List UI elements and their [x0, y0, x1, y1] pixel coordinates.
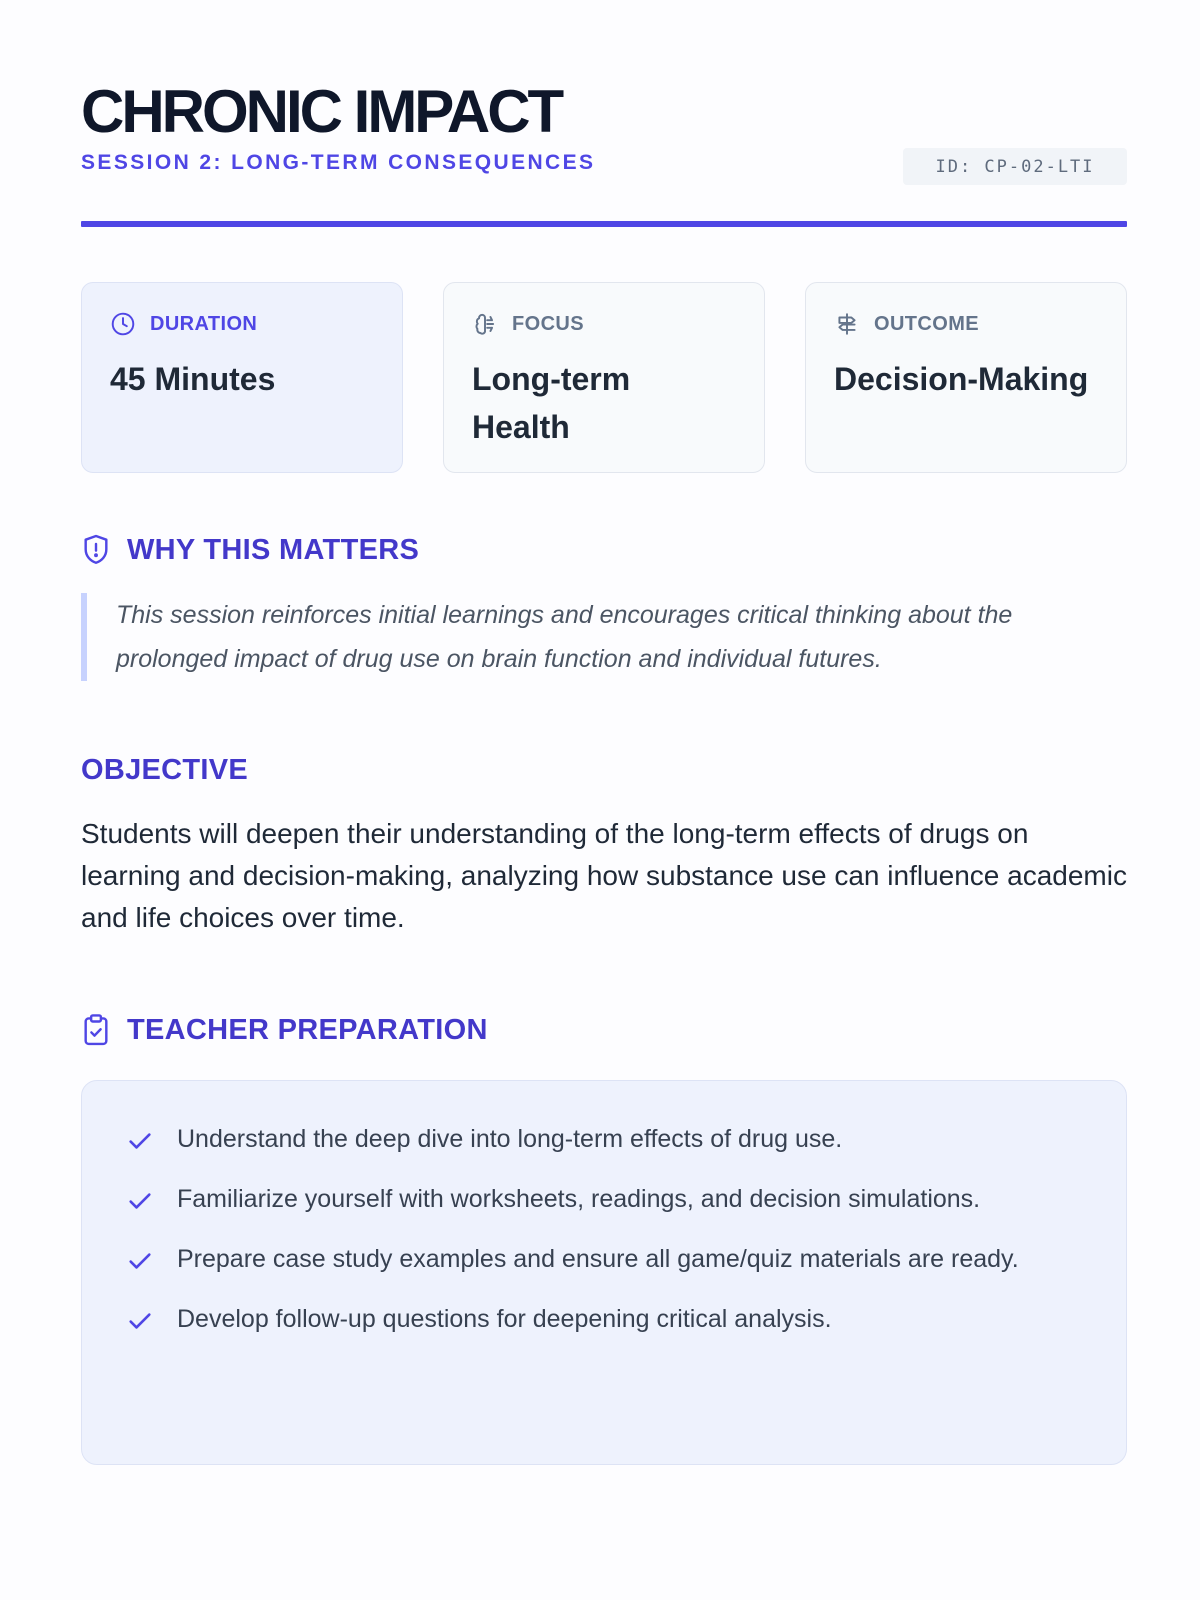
- header-divider: [81, 221, 1127, 227]
- session-subtitle: SESSION 2: LONG-TERM CONSEQUENCES: [81, 151, 596, 174]
- why-title: WHY THIS MATTERS: [127, 533, 420, 566]
- objective-title: OBJECTIVE: [81, 754, 249, 786]
- check-icon: [126, 1187, 154, 1215]
- list-item: [126, 1119, 1086, 1159]
- brain-icon: [472, 311, 498, 337]
- duration-card: [81, 282, 403, 473]
- header: [81, 0, 1127, 230]
- duration-value: 45 Minutes: [110, 361, 276, 397]
- focus-label: FOCUS: [512, 312, 584, 335]
- clipboard-check-icon: [81, 1013, 111, 1047]
- prep-item-text: Understand the deep dive into long-term effects of drug use.: [177, 1125, 843, 1153]
- why-section-header: [81, 533, 419, 567]
- why-quote: This session reinforces initial learnings and encourages critical thinking about the prolonged impact of drug use on brain function and individual futures.: [81, 593, 1127, 681]
- list-item: [126, 1299, 1086, 1339]
- prep-item-text: Prepare case study examples and ensure all game/quiz materials are ready.: [177, 1245, 1019, 1273]
- outcome-label: OUTCOME: [874, 312, 980, 335]
- check-icon: [126, 1307, 154, 1335]
- prep-title: TEACHER PREPARATION: [127, 1013, 488, 1046]
- session-id-badge: ID: CP-02-LTI: [903, 148, 1127, 185]
- check-icon: [126, 1127, 154, 1155]
- duration-label: DURATION: [150, 312, 258, 335]
- outcome-value: Decision-Making: [834, 361, 1089, 397]
- focus-card: [443, 282, 765, 473]
- prep-item-text: Develop follow-up questions for deepening critical analysis.: [177, 1305, 832, 1333]
- clock-icon: [110, 311, 136, 337]
- list-item: [126, 1239, 1086, 1279]
- session-page: [81, 0, 1127, 1333]
- objective-text: Students will deepen their understanding of the long-term effects of drugs on learning and decision-making, analyzing how substance use can influence academic and life choices over time.: [81, 818, 1127, 933]
- page-title: CHRONIC IMPACT: [81, 78, 562, 145]
- shield-alert-icon: [81, 533, 111, 567]
- prep-item-text: Familiarize yourself with worksheets, readings, and decision simulations.: [177, 1185, 981, 1213]
- list-item: [126, 1179, 1086, 1219]
- outcome-card: [805, 282, 1127, 473]
- prep-section-header: [81, 1013, 488, 1047]
- prep-checklist: [81, 1080, 1127, 1465]
- check-icon: [126, 1247, 154, 1275]
- info-cards: [81, 282, 1127, 473]
- signpost-icon: [834, 311, 860, 337]
- focus-value: Long-term Health: [472, 361, 631, 445]
